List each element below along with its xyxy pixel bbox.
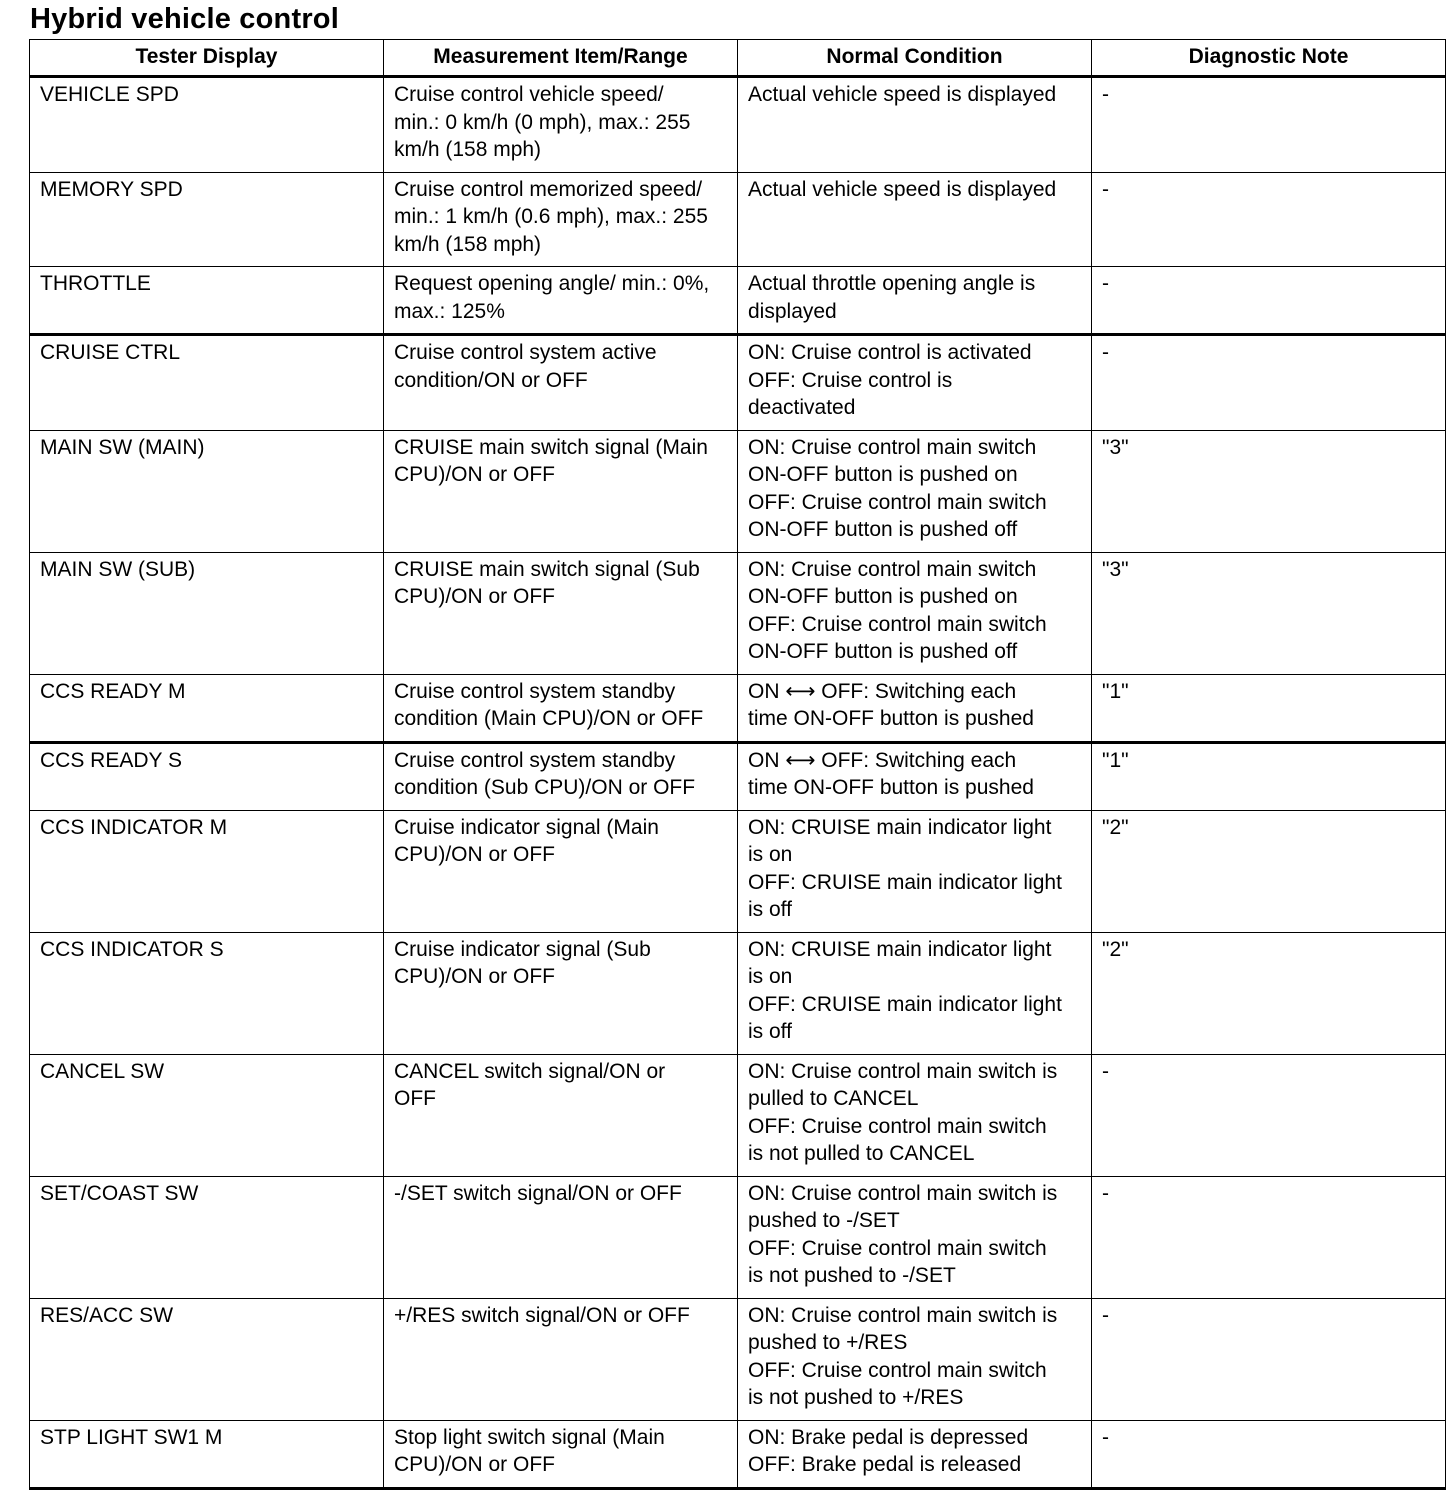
cell-diagnostic-note: - — [1092, 1054, 1446, 1176]
cell-normal-condition — [738, 172, 1092, 267]
page-title: Hybrid vehicle control — [30, 3, 339, 35]
cell-normal-condition — [738, 674, 1092, 742]
table-row — [30, 77, 1446, 173]
cell-diagnostic-note: - — [1092, 1420, 1446, 1488]
table-row — [30, 810, 1446, 932]
cell-text-line: +/RES switch signal/ON or OFF — [394, 1303, 690, 1327]
cell-diagnostic-note: "2" — [1092, 810, 1446, 932]
table-row — [30, 267, 1446, 335]
cell-tester-display: CCS INDICATOR S — [30, 932, 384, 1054]
cell-normal-condition — [738, 1176, 1092, 1298]
cell-text-line: min.: 0 km/h (0 mph), max.: 255 — [394, 110, 691, 134]
cell-text-line: ON: CRUISE main indicator light — [748, 815, 1052, 839]
table-row — [30, 552, 1446, 674]
cell-text-line: OFF: Cruise control main switch — [748, 1114, 1047, 1138]
cell-text-line: -/SET switch signal/ON or OFF — [394, 1181, 682, 1205]
cell-diagnostic-note: - — [1092, 172, 1446, 267]
cell-text-line: condition/ON or OFF — [394, 368, 588, 392]
cell-text-line: CPU)/ON or OFF — [394, 965, 555, 988]
cell-text-line: OFF: CRUISE main indicator light — [748, 992, 1062, 1016]
cell-normal-condition — [738, 1298, 1092, 1420]
header-diagnostic-note: Diagnostic Note — [1092, 40, 1446, 77]
cell-text-line: ON ⟷ OFF: Switching each — [748, 679, 1017, 703]
cell-text-line: ON: Cruise control main switch is — [748, 1059, 1058, 1083]
cell-normal-condition — [738, 1054, 1092, 1176]
cell-diagnostic-note: - — [1092, 335, 1446, 431]
cell-text-line: condition (Sub CPU)/ON or OFF — [394, 776, 696, 799]
cell-text-line: OFF: Cruise control main switch — [748, 612, 1047, 636]
cell-tester-display: CRUISE CTRL — [30, 335, 384, 431]
cell-text-line: is on — [748, 843, 793, 866]
cell-measurement-item-range — [384, 77, 738, 173]
cell-tester-display: RES/ACC SW — [30, 1298, 384, 1420]
cell-text-line: CPU)/ON or OFF — [394, 585, 555, 608]
cell-text-line: Actual vehicle speed is displayed — [748, 177, 1057, 201]
cell-measurement-item-range — [384, 742, 738, 810]
cell-text-line: Cruise control memorized speed/ — [394, 177, 703, 201]
cell-text-line: CPU)/ON or OFF — [394, 843, 555, 866]
cell-diagnostic-note: "3" — [1092, 552, 1446, 674]
cell-measurement-item-range — [384, 267, 738, 335]
cell-tester-display: SET/COAST SW — [30, 1176, 384, 1298]
cell-normal-condition — [738, 932, 1092, 1054]
table-row — [30, 1176, 1446, 1298]
cell-diagnostic-note: "3" — [1092, 430, 1446, 552]
cell-measurement-item-range — [384, 932, 738, 1054]
cell-measurement-item-range — [384, 810, 738, 932]
table-row — [30, 1054, 1446, 1176]
cell-text-line: OFF: Cruise control main switch — [748, 1358, 1047, 1382]
cell-normal-condition — [738, 430, 1092, 552]
table-row — [30, 742, 1446, 810]
cell-text-line: time ON-OFF button is pushed — [748, 776, 1034, 799]
cell-measurement-item-range — [384, 1298, 738, 1420]
table-row — [30, 1298, 1446, 1420]
cell-normal-condition — [738, 742, 1092, 810]
cell-text-line: ON: Cruise control main switch is — [748, 1181, 1058, 1205]
cell-text-line: is off — [748, 898, 792, 921]
cell-text-line: Request opening angle/ min.: 0%, — [394, 272, 710, 295]
cell-text-line: pushed to +/RES — [748, 1331, 908, 1354]
cell-text-line: ON: Cruise control main switch is — [748, 1303, 1058, 1327]
cell-text-line: OFF: Cruise control main switch — [748, 1236, 1047, 1260]
cell-text-line: Cruise control system standby — [394, 679, 676, 703]
cell-normal-condition — [738, 810, 1092, 932]
cell-measurement-item-range — [384, 1176, 738, 1298]
header-tester-display: Tester Display — [30, 40, 384, 77]
header-measurement-item-range: Measurement Item/Range — [384, 40, 738, 77]
cell-text-line: is not pushed to -/SET — [748, 1264, 956, 1287]
cell-text-line: ON-OFF button is pushed on — [748, 585, 1018, 608]
cell-text-line: OFF: Brake pedal is released — [748, 1453, 1022, 1476]
cell-text-line: km/h (158 mph) — [394, 232, 542, 256]
cell-text-line: Cruise control system active — [394, 341, 657, 364]
cell-measurement-item-range — [384, 674, 738, 742]
cell-text-line: ON: CRUISE main indicator light — [748, 937, 1052, 961]
table-row — [30, 674, 1446, 742]
cell-diagnostic-note: - — [1092, 1298, 1446, 1420]
cell-text-line: CPU)/ON or OFF — [394, 1453, 555, 1476]
cell-text-line: CRUISE main switch signal (Sub — [394, 557, 700, 581]
cell-text-line: ON: Brake pedal is depressed — [748, 1425, 1029, 1449]
cell-text-line: ON: Cruise control main switch — [748, 557, 1037, 581]
cell-text-line: condition (Main CPU)/ON or OFF — [394, 707, 704, 730]
cell-text-line: pushed to -/SET — [748, 1209, 900, 1232]
cell-text-line: is on — [748, 965, 793, 988]
cell-measurement-item-range — [384, 1420, 738, 1488]
cell-diagnostic-note: - — [1092, 77, 1446, 173]
cell-text-line: Cruise indicator signal (Sub — [394, 937, 651, 961]
cell-diagnostic-note: - — [1092, 1176, 1446, 1298]
cell-measurement-item-range — [384, 430, 738, 552]
table-row — [30, 932, 1446, 1054]
cell-text-line: is off — [748, 1020, 792, 1043]
cell-measurement-item-range — [384, 1054, 738, 1176]
cell-normal-condition — [738, 335, 1092, 431]
table-body — [30, 77, 1446, 1489]
cell-measurement-item-range — [384, 335, 738, 431]
cell-tester-display: MEMORY SPD — [30, 172, 384, 267]
cell-text-line: min.: 1 km/h (0.6 mph), max.: 255 — [394, 205, 708, 228]
cell-text-line: displayed — [748, 299, 837, 323]
cell-tester-display: THROTTLE — [30, 267, 384, 335]
cell-diagnostic-note: "1" — [1092, 742, 1446, 810]
data-table — [29, 39, 1446, 1490]
cell-measurement-item-range — [384, 172, 738, 267]
cell-text-line: pulled to CANCEL — [748, 1087, 919, 1110]
cell-tester-display: MAIN SW (MAIN) — [30, 430, 384, 552]
cell-normal-condition — [738, 552, 1092, 674]
table-row — [30, 172, 1446, 267]
cell-text-line: OFF — [394, 1087, 436, 1110]
cell-text-line: OFF: Cruise control is — [748, 368, 953, 392]
cell-text-line: ON: Cruise control is activated — [748, 341, 1032, 364]
cell-text-line: CRUISE main switch signal (Main — [394, 435, 708, 459]
cell-text-line: time ON-OFF button is pushed — [748, 707, 1034, 730]
cell-text-line: Stop light switch signal (Main — [394, 1425, 665, 1449]
table-header — [30, 40, 1446, 77]
cell-text-line: ON: Cruise control main switch — [748, 435, 1037, 459]
cell-measurement-item-range — [384, 552, 738, 674]
table-row — [30, 430, 1446, 552]
cell-tester-display: CCS READY M — [30, 674, 384, 742]
cell-diagnostic-note: "1" — [1092, 674, 1446, 742]
cell-text-line: ON-OFF button is pushed off — [748, 518, 1018, 541]
header-row — [30, 40, 1446, 77]
cell-diagnostic-note: "2" — [1092, 932, 1446, 1054]
cell-text-line: is not pushed to +/RES — [748, 1386, 964, 1409]
cell-text-line: OFF: Cruise control main switch — [748, 490, 1047, 514]
cell-text-line: Cruise indicator signal (Main — [394, 815, 659, 839]
table-row — [30, 335, 1446, 431]
cell-text-line: CANCEL switch signal/ON or — [394, 1059, 666, 1083]
cell-normal-condition — [738, 77, 1092, 173]
table-row — [30, 1420, 1446, 1488]
cell-text-line: max.: 125% — [394, 299, 505, 323]
cell-tester-display: VEHICLE SPD — [30, 77, 384, 173]
cell-text-line: OFF: CRUISE main indicator light — [748, 870, 1062, 894]
cell-tester-display: STP LIGHT SW1 M — [30, 1420, 384, 1488]
cell-text-line: Actual vehicle speed is displayed — [748, 83, 1057, 106]
header-normal-condition: Normal Condition — [738, 40, 1092, 77]
cell-normal-condition — [738, 1420, 1092, 1488]
cell-tester-display: CCS READY S — [30, 742, 384, 810]
cell-tester-display: CANCEL SW — [30, 1054, 384, 1176]
cell-text-line: is not pulled to CANCEL — [748, 1142, 975, 1165]
cell-text-line: CPU)/ON or OFF — [394, 463, 555, 486]
cell-tester-display: CCS INDICATOR M — [30, 810, 384, 932]
cell-text-line: ON ⟷ OFF: Switching each — [748, 748, 1017, 772]
cell-normal-condition — [738, 267, 1092, 335]
cell-diagnostic-note: - — [1092, 267, 1446, 335]
cell-text-line: Actual throttle opening angle is — [748, 272, 1036, 295]
cell-tester-display: MAIN SW (SUB) — [30, 552, 384, 674]
cell-text-line: deactivated — [748, 396, 856, 419]
cell-text-line: Cruise control vehicle speed/ — [394, 83, 664, 106]
cell-text-line: ON-OFF button is pushed on — [748, 463, 1018, 486]
cell-text-line: km/h (158 mph) — [394, 138, 542, 161]
cell-text-line: ON-OFF button is pushed off — [748, 640, 1018, 663]
cell-text-line: Cruise control system standby — [394, 748, 676, 772]
